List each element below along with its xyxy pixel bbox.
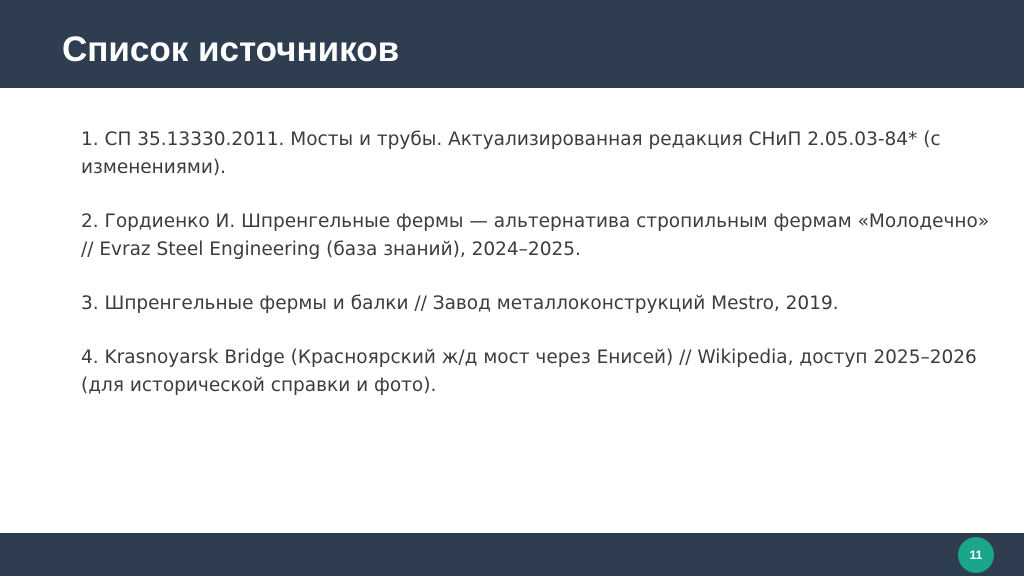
slide-title: Список источников [62, 30, 400, 69]
reference-item: 2. Гордиенко И. Шпренгельные фермы — альтернатива стропильным фермам «Молодечно» // Evraz Steel Engineering (база знаний), 2024–2025. [81, 211, 990, 260]
page-number-badge: 11 [958, 537, 994, 573]
footer-bar [0, 533, 1024, 576]
references-list [81, 126, 1001, 426]
reference-item: 1. СП 35.13330.2011. Мосты и трубы. Актуализированная редакция СНиП 2.05.03-84* (с изменениями). [81, 129, 941, 178]
header-bar [0, 0, 1024, 88]
reference-item: 4. Krasnoyarsk Bridge (Красноярский ж/д мост через Енисей) // Wikipedia, доступ 2025–2026 (для исторической справки и фото). [81, 347, 977, 396]
reference-item: 3. Шпренгельные фермы и балки // Завод металлоконструкций Mestro, 2019. [81, 293, 839, 314]
